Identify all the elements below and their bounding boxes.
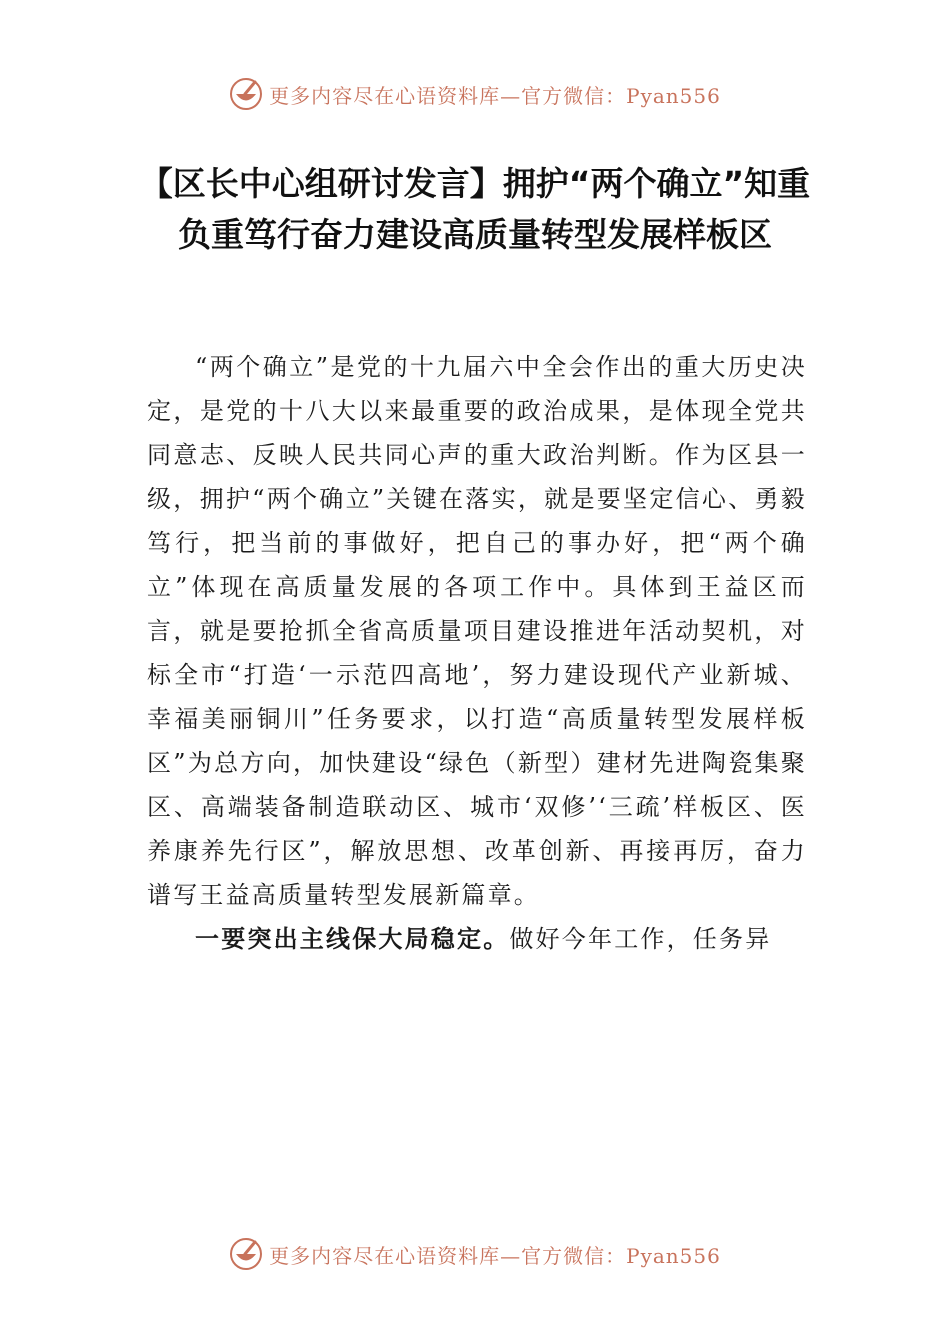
banner-text: 更多内容尽在心语资料库—官方微信：Pyan556 <box>269 1243 721 1268</box>
document-body <box>147 345 807 961</box>
mortar-pestle-logo-icon <box>229 1237 263 1271</box>
mortar-pestle-logo-icon <box>229 77 263 111</box>
paragraph-point-one-text: 做好今年工作，任务异 <box>509 925 772 953</box>
footer-banner <box>0 1232 950 1276</box>
paragraph-lead-heading: 一要突出主线保大局稳定。 <box>195 925 510 953</box>
paragraph-intro: “两个确立”是党的十九届六中全会作出的重大历史决定，是党的十八大以来最重要的政治成果，是体现全党共同意志、反映人民共同心声的重大政治判断。作为区县一级，拥护“两个确立”关键在落实，就是要坚定信心、勇毅笃行，把当前的事做好，把自己的事办好，把“两个确立”体现在高质量发展的各项工作中。具体到王益区而言，就是要抢抓全省高质量项目建设推进年活动契机，对标全市“打造‘一示范四高地’，努力建设现代产业新城、幸福美丽铜川”任务要求，以打造“高质量转型发展样板区”为总方向，加快建设“绿色（新型）建材先进陶瓷集聚区、高端装备制造联动区、城市‘双修’‘三疏’样板区、医养康养先行区”，解放思想、改革创新、再接再厉，奋力谱写王益高质量转型发展新篇章。 <box>147 353 807 909</box>
header-banner <box>0 72 950 116</box>
paragraph-point-one <box>147 917 807 961</box>
document-title: 【区长中心组研讨发言】拥护“两个确立”知重负重笃行奋力建设高质量转型发展样板区 <box>139 164 811 254</box>
banner-text: 更多内容尽在心语资料库—官方微信：Pyan556 <box>269 83 721 108</box>
